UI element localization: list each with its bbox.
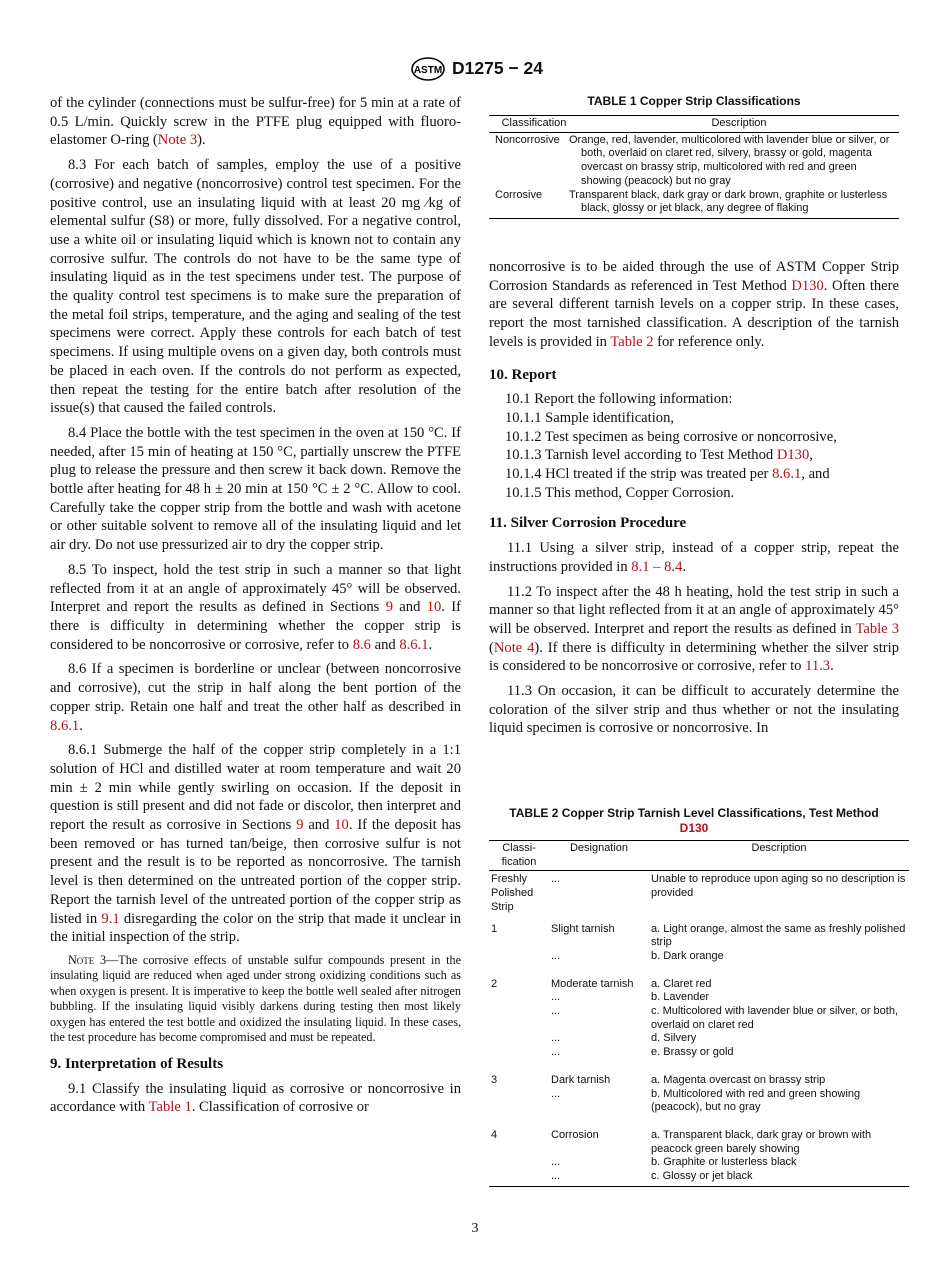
paragraph-11-2: 11.2 To inspect after the 48 h heating, hold the test strip in such a manner so that light reflected from it at an angle of approximately 45° will be observed. Interpret and report the results as defined in Table 3 (Note 4). If there is difficulty in determining whether the silver strip is considered to be noncorrosive or corrosive, refer to 11.3. bbox=[489, 583, 900, 675]
list-item: 10.1 Report the following information: bbox=[505, 391, 733, 408]
table-row: ... b. Graphite or lusterless black bbox=[551, 1156, 797, 1169]
section-11-heading: 11. Silver Corrosion Procedure bbox=[489, 515, 687, 532]
table-row: ... b. Multicolored with red and green showing (peacock), but no gray bbox=[551, 1087, 861, 1114]
table-2-header-classification: Classi- fication bbox=[489, 841, 549, 871]
table-row: ... e. Brassy or gold bbox=[551, 1046, 734, 1059]
paragraph-8-3: 8.3 For each batch of samples, employ the use of a positive (corrosive) and negative (noncorrosive) control test specimen. For the positive control, use an insulating liquid with at least 20 mg ⁄kg of elemental sulfur (S8) or more, fully dissolved. For a negative control, use a white oil or insulating liquid which is known not to contain any corrosive sulfur. The controls do not have to be the same type of insulating liquid as in the test specimens under test. The purpose of the quality control test specimens is to make sure the preparation of the metal foil strips, temperature, and the aging and sealing of the test specimens were correct. Apply these controls for each batch of test specimens. If using multiple ovens on a given day, both controls must be placed in each oven. If the controls do not perform as expected, then repeat the testing for the entire batch after resolution of the issue(s) that caused the failed controls. bbox=[50, 157, 461, 417]
paragraph-11-3: 11.3 On occasion, it can be difficult to accurately determine the coloration of the silver strip and thus whether or not the insulating liquid specimen is corrosive or noncorrosive. In bbox=[489, 683, 899, 737]
table-row: ... b. Dark orange bbox=[551, 949, 724, 962]
list-item: 10.1.4 HCl treated if the strip was treated per 8.6.1, and bbox=[505, 466, 830, 483]
list-item: 10.1.3 Tarnish level according to Test Method D130, bbox=[505, 447, 813, 464]
left-column bbox=[50, 94, 461, 1123]
d130-link[interactable]: D130 bbox=[679, 821, 709, 835]
section-9-heading: 9. Interpretation of Results bbox=[50, 1055, 224, 1072]
paragraph-11-1: 11.1 Using a silver strip, instead of a copper strip, repeat the instructions provided in 8.1 – 8.4. bbox=[489, 540, 899, 575]
table-2-grid bbox=[489, 840, 909, 1187]
page-number: 3 bbox=[471, 1221, 479, 1236]
table-row: ... b. Lavender bbox=[551, 991, 710, 1004]
section-10-link[interactable]: 10 bbox=[334, 817, 349, 834]
table-row: Noncorrosive Orange, red, lavender, multicolored with lavender blue or silver, or both, overlaid on claret red, silvery, brassy or gold, magenta overcast on brassy strip, multicolored with red and green showing (peacock) but no gray bbox=[495, 133, 890, 187]
section-10-heading: 10. Report bbox=[489, 366, 557, 383]
paragraph-9-1-cont: noncorrosive is to be aided through the use of ASTM Copper Strip Corrosion Standards as referenced in Test Method D130. Often there are several different tarnish levels on a copper strip. In these cases, report the most tarnished classification. A description of the tarnish levels is provided in Table 2 for reference only. bbox=[489, 259, 899, 350]
table-2 bbox=[489, 806, 910, 1187]
paragraph-8-6: 8.6 If a specimen is borderline or unclear (between noncorrosive and corrosive), cut the strip in half along the bent portion of the copper strip. Retain one half and treat the other half as described in 8.6.1. bbox=[50, 661, 461, 734]
report-list bbox=[489, 390, 899, 502]
list-item: 10.1.5 This method, Copper Corrosion. bbox=[505, 484, 735, 501]
list-item: 10.1.1 Sample identification, bbox=[505, 409, 675, 426]
section-9-link[interactable]: 9 bbox=[385, 599, 393, 616]
d130-link[interactable]: D130 bbox=[791, 277, 824, 294]
svg-text:ASTM: ASTM bbox=[413, 65, 443, 76]
table-2-header-designation: Designation bbox=[549, 841, 649, 871]
table-2-header-description: Description bbox=[649, 841, 909, 871]
table-1-link[interactable]: Table 1 bbox=[148, 1099, 192, 1116]
table-2-link[interactable]: Table 2 bbox=[610, 333, 654, 350]
paragraph-8-6-1: 8.6.1 Submerge the half of the copper strip completely in a 1:1 solution of HCl and distilled water at room temperature and wait 20 min ± 2 min while gently swirling on occasion. If the deposit in question is still present and did not fade or discolor, then interpret and report the result as corrosive in Sections 9 and 10. If the deposit has been removed or has turned tan/beige, then corrosive sulfur is not present and the result is to be reported as noncorrosive. The tarnish level is then determined on the untreated portion of the copper strip. Report the tarnish level of the untreated portion of the copper strip as listed in 9.1 disregarding the color on the strip that made it unclear in the initial inspection of the strip. bbox=[50, 742, 461, 946]
note-4-link[interactable]: Note 4 bbox=[493, 639, 535, 656]
astm-logo-icon bbox=[408, 56, 448, 82]
table-row: ... d. Silvery bbox=[551, 1032, 697, 1045]
table-row: 2 Moderate tarnish a. Claret red bbox=[491, 977, 712, 990]
section-8-6-1-link[interactable]: 8.6.1 bbox=[50, 717, 80, 734]
table-row: ... c. Multicolored with lavender blue or silver, or both, overlaid on claret red bbox=[551, 1005, 899, 1031]
section-8-6-1-link[interactable]: 8.6.1 bbox=[772, 466, 802, 483]
table-1-grid bbox=[489, 115, 899, 219]
table-row: 3 Dark tarnish a. Magenta overcast on brassy strip bbox=[491, 1073, 826, 1086]
section-8-6-1-link[interactable]: 8.6.1 bbox=[399, 636, 429, 653]
paragraph-8-4: 8.4 Place the bottle with the test specimen in the oven at 150 °C. If needed, after 15 min of heating at 150 °C, partially unscrew the PTFE plug to release the pressure and then screw it back down. Remove the bottle after heating for 48 h ± 20 min at 150 °C ± 2 °C. Allow to cool. Carefully take the copper strip from the bottle and wash with acetone or other suitable solvent to remove all of the insulating liquid and let air dry. Do not use pressurized air to dry the copper strip. bbox=[50, 424, 461, 554]
table-3-link[interactable]: Table 3 bbox=[855, 620, 900, 637]
table-1-caption: TABLE 1 Copper Strip Classifications bbox=[587, 94, 801, 108]
table-1-header-classification: Classification bbox=[489, 116, 579, 133]
section-9-1-link[interactable]: 9.1 bbox=[101, 910, 120, 927]
page-header bbox=[0, 56, 950, 86]
right-column bbox=[489, 258, 899, 744]
note-3-link[interactable]: Note 3 bbox=[157, 132, 198, 149]
table-row: ... c. Glossy or jet black bbox=[489, 1170, 909, 1186]
paragraph-8-5: 8.5 To inspect, hold the test strip in such a manner so that light reflected from it at an angle of approximately 45° will be observed. Interpret and report the results as defined in Sections 9 and 10. If there is difficulty in determining whether the copper strip is considered to be noncorrosive or corrosive, refer to 8.6 and 8.6.1. bbox=[50, 561, 461, 653]
table-row: Freshly Polished Strip ... Unable to reproduce upon aging so no description is provided bbox=[491, 873, 906, 913]
d130-link[interactable]: D130 bbox=[776, 447, 810, 464]
note-3: Note 3—The corrosive effects of unstable sulfur compounds present in the insulating liquid are reduced when aged under strong oxidizing conditions such as when oxygen is present. It is imperative to keep the bottle well sealed after nitrogen bubbling. If the insulating liquid visibly darkens during testing then most likely oxygen has entered the test bottle and oxidized the insulating liquid. In these cases, the test procedure has become compromised and must be repeated. bbox=[50, 952, 462, 1045]
section-8-6-link[interactable]: 8.6 bbox=[352, 636, 371, 653]
section-11-3-link[interactable]: 11.3 bbox=[805, 658, 831, 675]
document-number: D1275 − 24 bbox=[452, 58, 543, 78]
paragraph-8-2-cont: of the cylinder (connections must be sulfur-free) for 5 min at a rate of 0.5 L/min. Quickly screw in the PTFE plug equipped with fluoro-elastomer O-ring (Note 3). bbox=[50, 95, 461, 149]
table-1-header-description: Description bbox=[579, 116, 899, 133]
table-1 bbox=[489, 94, 899, 219]
paragraph-9-1: 9.1 Classify the insulating liquid as corrosive or noncorrosive in accordance with Table 1. Classification of corrosive or bbox=[50, 1080, 461, 1116]
table-row: 4 Corrosion a. Transparent black, dark gray or brown with peacock green barely showing bbox=[491, 1128, 872, 1155]
table-row: Corrosive Transparent black, dark gray or dark brown, graphite or lusterless black, glossy or jet black, any degree of flaking bbox=[489, 189, 899, 219]
section-9-link[interactable]: 9 bbox=[296, 817, 304, 834]
section-8-1-8-4-link[interactable]: 8.1 – 8.4 bbox=[631, 558, 683, 575]
list-item: 10.1.2 Test specimen as being corrosive or noncorrosive, bbox=[505, 428, 837, 445]
table-row: 1 Slight tarnish a. Light orange, almost the same as freshly polished strip bbox=[491, 922, 906, 949]
table-2-caption: TABLE 2 Copper Strip Tarnish Level Classifications, Test Method D130 bbox=[509, 806, 879, 835]
section-10-link[interactable]: 10 bbox=[426, 599, 442, 616]
